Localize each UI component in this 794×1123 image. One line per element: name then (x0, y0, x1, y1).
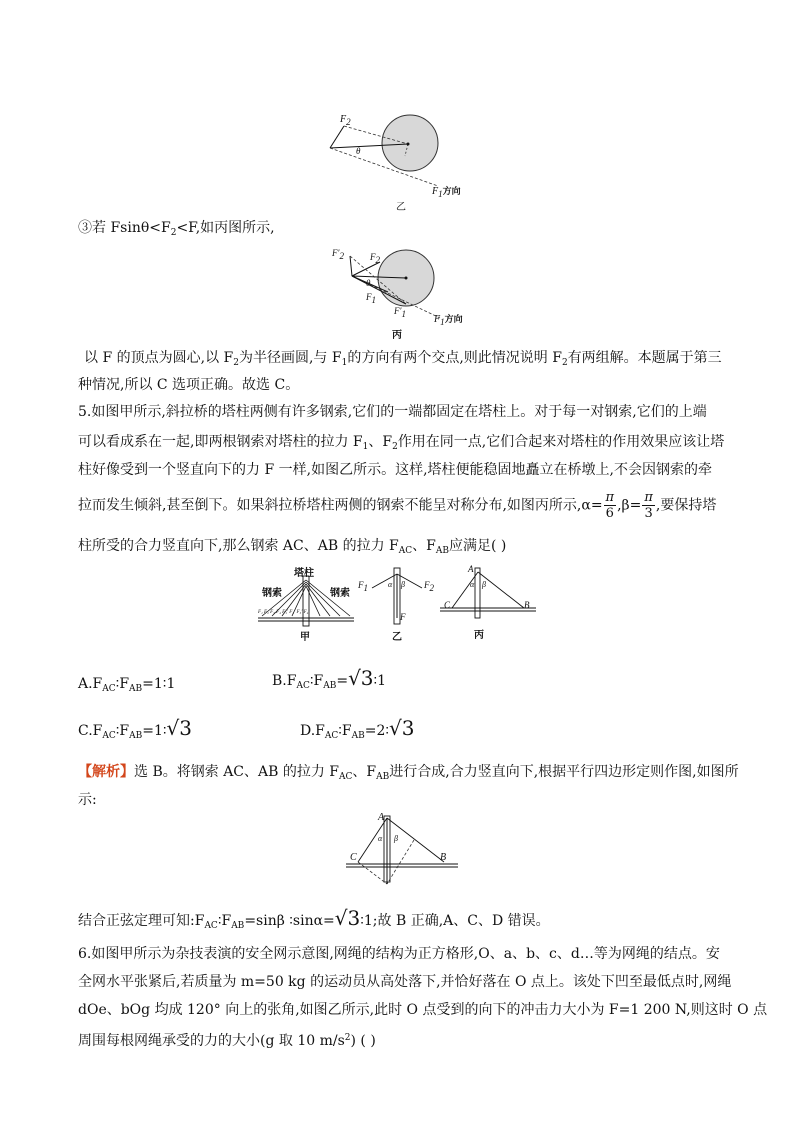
analysis-tag: 【解析】 (78, 764, 134, 780)
figure-jia-bridge: 塔柱 钢索 钢索 F₁ F₂ F₃ F₄ F₁′ F₂′ F₃′ F₄′ 甲 (258, 568, 350, 643)
figure-analysis: A C B α β (344, 812, 460, 888)
conclusion-line: 结合正弦定理可知$:F_{AC}∶F_{AB}=\sin\beta$ ∶sinα=√3∶1;故 B 正确,A、C、D 错误。 (78, 906, 550, 931)
analysis-line-1: 【解析】选 B。将钢索 AC、AB 的拉力 $F_{AC}$、$F_{AB}$进行合成,合力竖直向下,根据平行四边形定则作图,如图所 (78, 764, 739, 782)
case3-text: ③若 $Fsin\theta<F_2<F$,如丙图所示, (78, 220, 275, 238)
fraction-pi-3: $\frac{\pi}{3}$ (644, 490, 653, 521)
q6-line-3: dOe、bOg 均成 120° 向上的张角,如图乙所示,此时 O 点受到的向下的冲击力大小为 F=1 200 N,则这时 O 点 (78, 1002, 768, 1018)
q6-line-1: 6.如图甲所示为杂技表演的安全网示意图,网绳的结构为正方格形,O、a、b、c、d…等为网绳的结点。安 (78, 946, 720, 962)
q6-line-2: 全网水平张紧后,若质量为 m=50 kg 的运动员从高处落下,并恰好落在 O 点上。该处下凹至最低点时,网绳 (78, 974, 732, 990)
figure-bing-tower: A C B α β 丙 (444, 564, 530, 641)
explanation-line-2: 种情况,所以 C 选项正确。故选 C。 (78, 377, 300, 393)
q5-line-4: 拉而发生倾斜,甚至倒下。如果斜拉桥塔柱两侧的钢索不能呈对称分布,如图丙所示,α= $\frac{\pi}{6}$ ,β= $\frac{\pi}{3}$ ,要保持塔 (78, 490, 717, 521)
option-a[interactable]: $A.F_{AC}∶F_{AB}=1∶1$ (78, 676, 176, 694)
analysis-line-2: 示: (78, 792, 97, 808)
option-d[interactable]: $D.F_{AC}∶F_{AB}=2∶√3$ (300, 716, 415, 741)
fraction-pi-6: $\frac{\pi}{6}$ (605, 490, 615, 521)
figure-yi-circle: F2 θ F1方向 乙 (320, 108, 500, 208)
theta-label: θ (356, 146, 361, 156)
figure-bing-circle: F′2 F2 θ F1 F′1 F1方向 丙 (330, 246, 500, 338)
q5-line-1: 5.如图甲所示,斜拉桥的塔柱两侧有许多钢索,它们的一端都固定在塔柱上。对于每一对钢索,它们的上端 (78, 404, 707, 420)
figure-yi-tower: F1 F2 α β F 乙 (358, 566, 438, 642)
explanation-line-1: 以 F 的顶点为圆心,以 $F_2$为半径画圆,与 $F_1$的方向有两个交点,则此情况说明 $F_2$有两组解。本题属于第三 (84, 350, 722, 368)
option-b[interactable]: $B.F_{AC}∶F_{AB}=√3∶1$ (272, 666, 387, 691)
option-c[interactable]: $C.F_{AC}∶F_{AB}=1∶√3$ (78, 716, 193, 741)
figure-caption: 乙 (396, 202, 406, 213)
circle-diagram-2 (330, 246, 500, 338)
q5-line-3: 柱好像受到一个竖直向下的力 F 一样,如图乙所示。这样,塔柱便能稳固地矗立在桥墩上,不会因钢索的牵 (78, 462, 712, 478)
sqrt3: √3 (348, 666, 374, 690)
q6-line-4: 周围每根网绳承受的力的大小(g 取 10 $m/s^2$) ( ) (78, 1033, 376, 1049)
q5-line-2: 可以看成系在一起,即两根钢索对塔柱的拉力 $F_1$、$F_2$作用在同一点,它们合起来对塔柱的作用效果应该让塔 (78, 434, 725, 452)
q5-line-5: 柱所受的合力竖直向下,那么钢索 AC、AB 的拉力 $F_{AC}$、$F_{AB}$应满足( ) (78, 538, 507, 556)
